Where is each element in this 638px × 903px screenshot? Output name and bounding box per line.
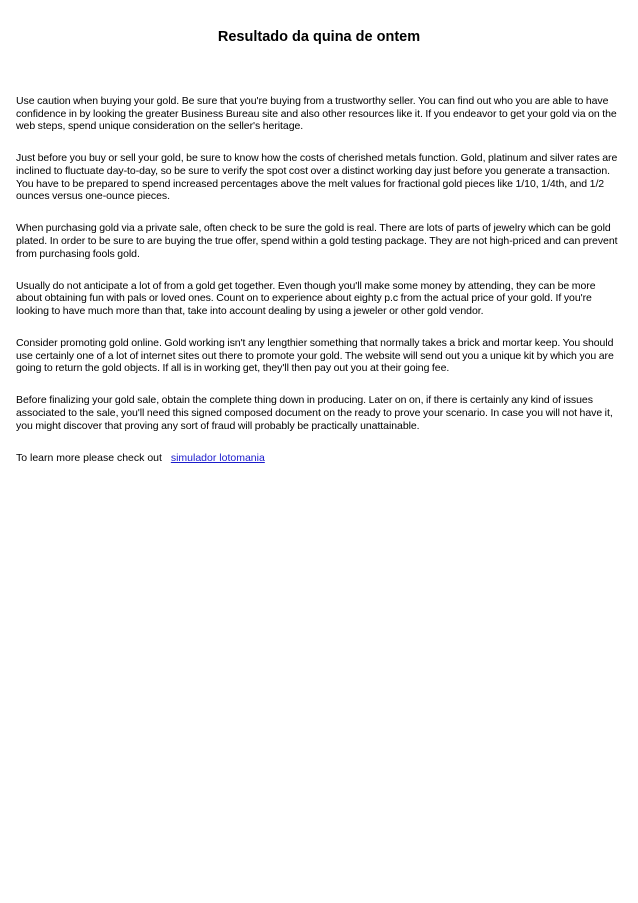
- paragraph-5: Consider promoting gold online. Gold working isn't any lengthier something that normally takes a brick and mortar keep. You should use certainly one of a lot of internet sites out there to promote your gold. The website will send out you a unique kit by which you are going to return the gold objects. If all is in working get, they'll then pay out you at their going fee.: [16, 337, 614, 375]
- paragraph-6: Before finalizing your gold sale, obtain the complete thing down in producing. Later on on, if there is certainly any kind of issues associated to the sale, you'll need this signed composed document on the ready to prove your scenario. In case you will not have it, you might discover that proving any sort of fraud will probably be practically unattainable.: [16, 394, 613, 432]
- cta-line: [16, 452, 624, 465]
- paragraph-3: When purchasing gold via a private sale, often check to be sure the gold is real. There are lots of parts of jewelry which can be gold plated. In order to be sure to are buying the true offer, spend within a gold testing package. They are not high-priced and can prevent from purchasing fools gold.: [16, 222, 618, 260]
- cta-text: To learn more please check out: [16, 451, 162, 464]
- document-body: [16, 95, 624, 464]
- paragraph-2: Just before you buy or sell your gold, be sure to know how the costs of cherished metals function. Gold, platinum and silver rates are inclined to fluctuate day-to-day, so be sure to verify the spot cost over a distinct working day just before you generate a transaction. You have to be prepared to spend increased percentages above the melt values for fractional gold pieces like 1/10, 1/4th, and 1/2 ounces versus one-ounce pieces.: [16, 152, 618, 203]
- paragraph-4: Usually do not anticipate a lot of from a gold get together. Even though you'll make some money by attending, they can be more about obtaining fun with pals or loved ones. Count on to experience about eighty p.c from the actual price of your gold. If you're looking to have much more than that, take into account dealing by using a jeweler or other gold vendor.: [16, 279, 596, 317]
- paragraph-1: Use caution when buying your gold. Be sure that you're buying from a trustworthy seller. You can find out who you are able to have confidence in by looking the greater Business Bureau site and also other resources like it. If you endeavor to get your gold via on the web steps, spend unique consideration on the seller's heritage.: [16, 95, 617, 133]
- simulador-lotomania-link[interactable]: simulador lotomania: [170, 451, 265, 464]
- document-title: Resultado da quina de ontem: [217, 29, 421, 45]
